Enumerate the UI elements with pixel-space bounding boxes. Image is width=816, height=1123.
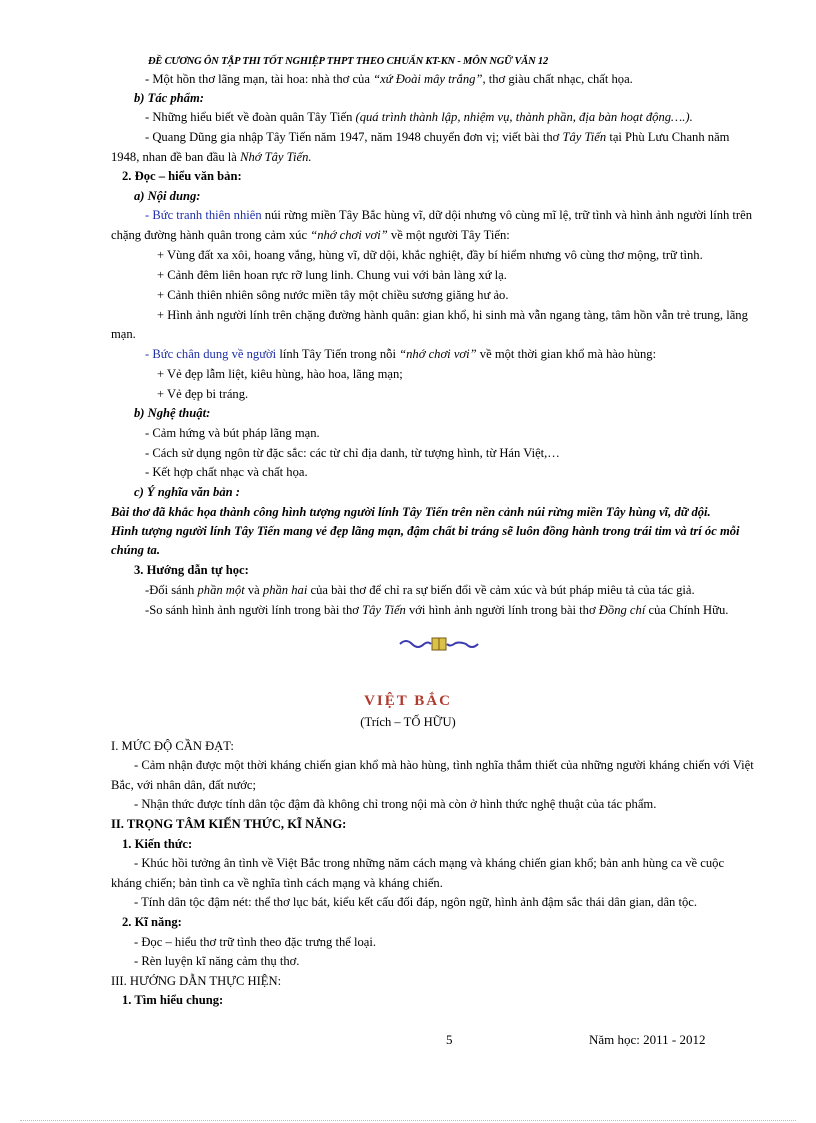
heading-huong-dan-thuc-hien: III. HƯỚNG DẪN THỰC HIỆN:	[111, 974, 282, 988]
bullet-ve-dep-2: + Vẻ đẹp bi tráng.	[157, 387, 249, 401]
kien-thuc-line-1-cont: kháng chiến; bản tình ca về nghĩa tình cách mạng và kháng chiến.	[111, 876, 443, 890]
bullet-vung-dat: + Vùng đất xa xôi, hoang vắng, hùng vĩ, dữ dội, khắc nghiệt, đầy bí hiểm nhưng vô cùng thơ mộng, trữ tình.	[157, 248, 703, 262]
tac-pham-line-1: - Những hiểu biết về đoàn quân Tây Tiến (quá trình thành lập, nhiệm vụ, thành phần, địa bàn hoạt động….).	[145, 110, 693, 124]
noi-dung-line-2: chặng đường hành quân trong cảm xúc “nhớ chơi vơi” về một người Tây Tiến:	[111, 228, 510, 242]
noi-dung-line-1: - Bức tranh thiên nhiên núi rừng miền Tây Bắc hùng vĩ, dữ dội nhưng vô cùng mĩ lệ, trữ tình và hình ảnh người lính trên	[145, 208, 753, 222]
y-nghia-line-2: Hình tượng người lính Tây Tiến mang vẻ đẹp lãng mạn, đậm chất bi tráng sẽ luôn đồng hành trong trái tim và trí óc mỗi	[111, 524, 740, 538]
bullet-canh-dem: + Cảnh đêm liên hoan rực rỡ lung linh. Chung vui với bản làng xứ lạ.	[157, 268, 507, 282]
heading-huong-dan: 3. Hướng dẫn tự học:	[134, 563, 249, 577]
section-subtitle: (Trích – TỐ HỮU)	[360, 715, 456, 729]
bullet-thien-nhien: + Cảnh thiên nhiên sông nước miền tây một chiều sương giăng hư ảo.	[157, 288, 509, 302]
school-year: Năm học: 2011 - 2012	[589, 1032, 706, 1047]
bullet-nguoi-linh-cont: mạn.	[111, 327, 136, 341]
kien-thuc-line-2: - Tính dân tộc đậm nét: thể thơ lục bát, kiểu kết cấu đối đáp, ngôn ngữ, hình ảnh đậm sắc thái dân gian, dân tộc.	[134, 895, 698, 909]
tac-pham-line-3: 1948, nhan đề ban đầu là Nhớ Tây Tiến.	[111, 150, 312, 164]
kien-thuc-line-1: - Khúc hồi tưởng ân tình về Việt Bắc trong những năm cách mạng và kháng chiến gian khổ; bản anh hùng ca về cuộc	[134, 856, 725, 870]
huong-dan-line-1: -Đối sánh phần một và phần hai của bài thơ để chỉ ra sự biến đổi về cảm xúc và bút pháp miêu tả của tác giả.	[145, 583, 695, 597]
book-ornament-icon	[398, 636, 480, 652]
page-number: 5	[446, 1032, 453, 1047]
y-nghia-line-3: chúng ta.	[111, 543, 160, 557]
nghe-thuat-line-1: - Cảm hứng và bút pháp lãng mạn.	[145, 426, 320, 440]
bullet-nguoi-linh: + Hình ảnh người lính trên chặng đường hành quân: gian khổ, hi sinh mà vẫn ngang tàng, tâm hồn vẫn trẻ trung, lãng	[157, 308, 748, 322]
heading-kien-thuc: 1. Kiến thức:	[122, 837, 193, 851]
tac-pham-line-2: - Quang Dũng gia nhập Tây Tiến năm 1947, năm 1948 chuyển đơn vị; viết bài thơ Tây Tiến tại Phù Lưu Chanh năm	[145, 130, 730, 144]
heading-tim-hieu-chung: 1. Tìm hiểu chung:	[122, 993, 224, 1007]
nghe-thuat-line-2: - Cách sử dụng ngôn từ đặc sắc: các từ chỉ địa danh, từ tượng hình, từ Hán Việt,…	[145, 446, 560, 460]
heading-muc-do: I. MỨC ĐỘ CẦN ĐẠT:	[111, 739, 234, 753]
nghe-thuat-line-3: - Kết hợp chất nhạc và chất họa.	[145, 465, 308, 479]
muc-do-line-2: - Nhận thức được tính dân tộc đậm đà không chỉ trong nội mà còn ở hình thức nghệ thuật của tác phẩm.	[134, 797, 657, 811]
heading-trong-tam: II. TRỌNG TÂM KIẾN THỨC, KĨ NĂNG:	[111, 817, 347, 831]
heading-y-nghia: c) Ý nghĩa văn bản :	[134, 485, 241, 499]
heading-noi-dung: a) Nội dung:	[134, 189, 201, 203]
page-header: ĐỀ CƯƠNG ÔN TẬP THI TỐT NGHIỆP THPT THEO CHUẨN KT-KN - MÔN NGỮ VĂN 12	[148, 56, 549, 67]
bullet-ve-dep-1: + Vẻ đẹp lẫm liệt, kiêu hùng, hào hoa, lãng mạn;	[157, 367, 403, 381]
noi-dung-line-3: - Bức chân dung về người lính Tây Tiến trong nỗi “nhớ chơi vơi” về một thời gian khổ mà hào hùng:	[145, 347, 657, 361]
y-nghia-line-1: Bài thơ đã khắc họa thành công hình tượng người lính Tây Tiến trên nền cảnh núi rừng miền Tây hùng vĩ, dữ dội.	[111, 505, 711, 519]
muc-do-line-1-cont: Bắc, với nhân dân, đất nước;	[111, 778, 256, 792]
ki-nang-line-1: - Đọc – hiểu thơ trữ tình theo đặc trưng thể loại.	[134, 935, 377, 949]
heading-tac-pham: b) Tác phẩm:	[134, 91, 204, 105]
heading-doc-hieu: 2. Đọc – hiểu văn bản:	[122, 169, 242, 183]
muc-do-line-1: - Cảm nhận được một thời kháng chiến gian khổ mà hào hùng, tình nghĩa thắm thiết của những người kháng chiến với Việt	[134, 758, 754, 772]
page-bottom-divider	[20, 1120, 796, 1121]
ki-nang-line-2: - Rèn luyện kĩ năng cảm thụ thơ.	[134, 954, 300, 968]
heading-ki-nang: 2. Kĩ năng:	[122, 915, 182, 929]
heading-nghe-thuat: b) Nghệ thuật:	[134, 406, 211, 420]
author-line: - Một hồn thơ lãng mạn, tài hoa: nhà thơ của “xứ Đoài mây trắng”, thơ giàu chất nhạc, chất họa.	[145, 72, 633, 86]
section-title: VIỆT BẮC	[364, 693, 452, 709]
huong-dan-line-2: -So sánh hình ảnh người lính trong bài thơ Tây Tiến với hình ảnh người lính trong bài thơ Đồng chí của Chính Hữu.	[145, 603, 729, 617]
